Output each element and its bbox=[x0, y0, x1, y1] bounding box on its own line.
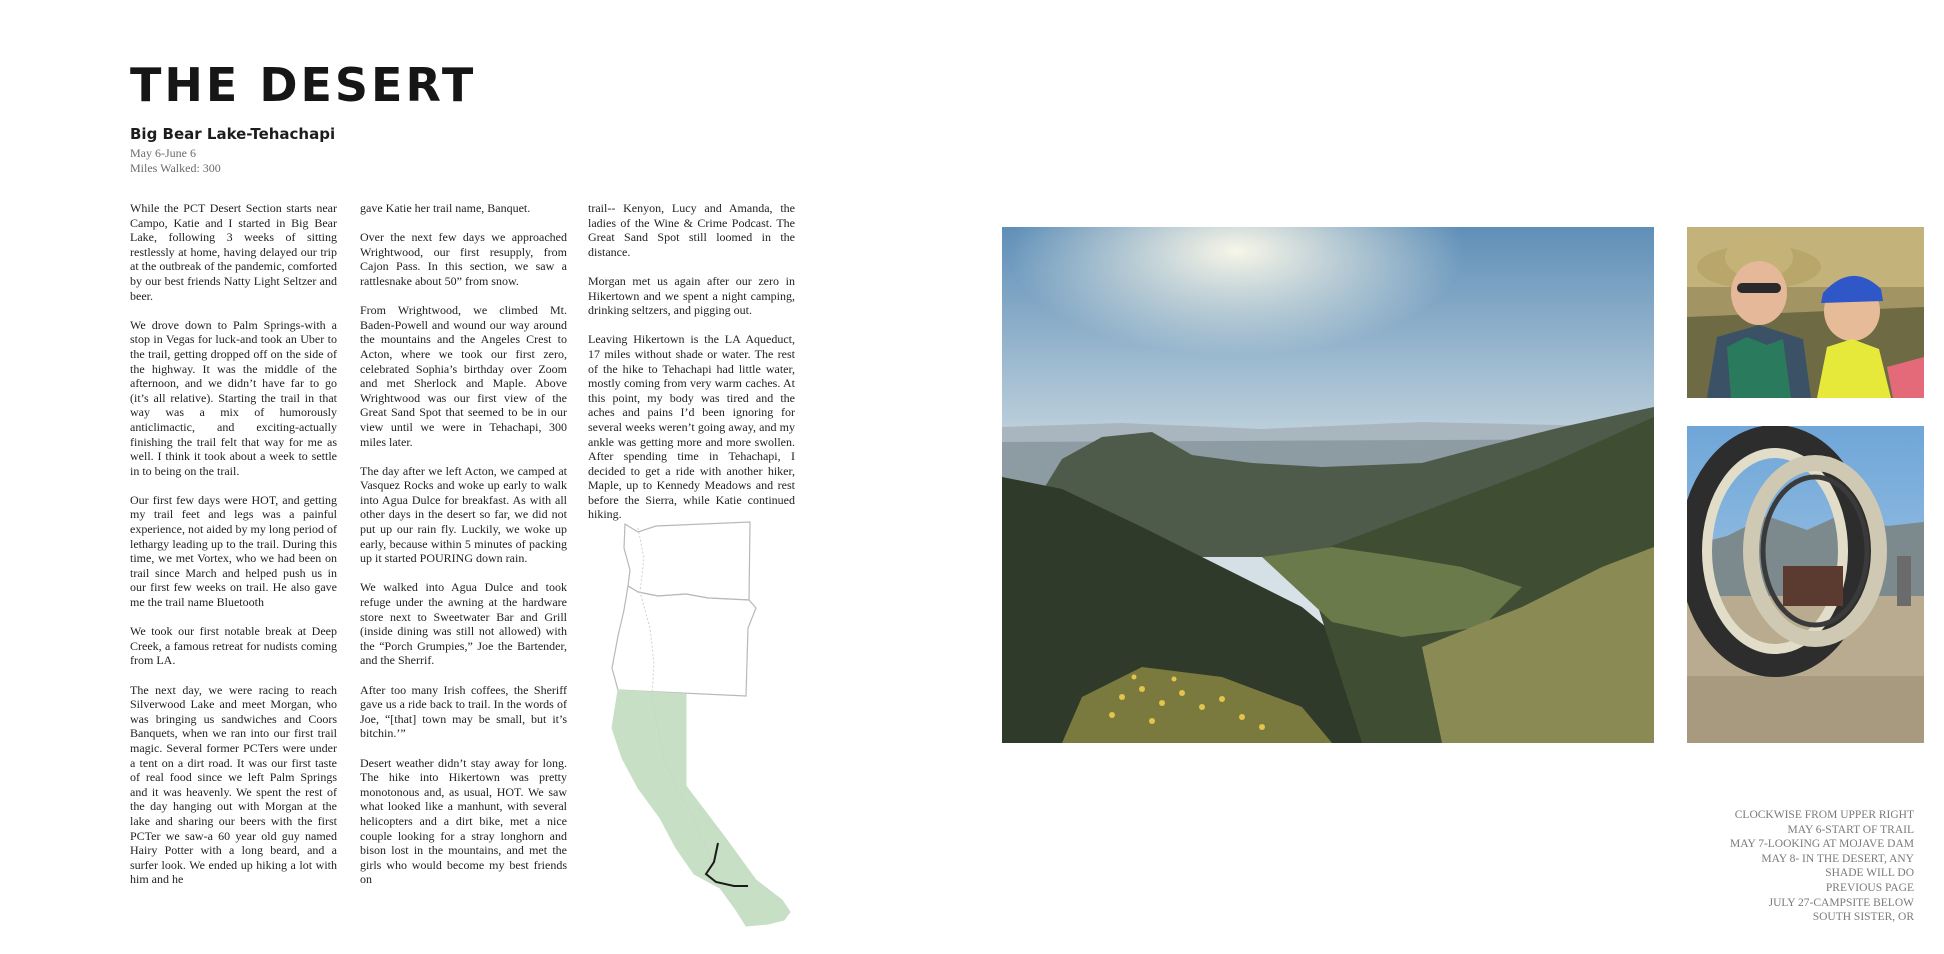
desert-pipes-photo bbox=[1687, 426, 1924, 743]
paragraph: gave Katie her trail name, Banquet. bbox=[360, 201, 531, 215]
date-range: May 6-June 6 bbox=[130, 146, 196, 160]
caption-line: SHADE WILL DO bbox=[1825, 867, 1914, 880]
pct-route-map bbox=[598, 518, 798, 928]
paragraph: The day after we left Acton, we camped at Vasquez Rocks and woke up early to walk into Agua Dulce for breakfast. As with all other days in the desert so far, we did not put up our rain fly. Luckily, we woke up early, because within 5 minutes of packing up it started POURING down rain. bbox=[360, 463, 567, 566]
paragraph: trail-- Kenyon, Lucy and Amanda, the ladies of the Wine & Crime Podcast. The Great Sand Spot still loomed in the distance. bbox=[588, 201, 795, 259]
paragraph: After too many Irish coffees, the Sheriff gave us a ride back to trail. In the words of Joe, “[that] town may be small, but it’s bitchin.’” bbox=[360, 682, 567, 741]
paragraph: From Wrightwood, we climbed Mt. Baden-Powell and wound our way around the mountains and the Angeles Crest to Acton, where we took our first zero, celebrated Sophia’s birthday over Zoom and met Sherlock and Maple. Above Wrightwood was our first view of the Great Sand Spot that seemed to be in our view until we were in Tehachapi, 300 miles later. bbox=[360, 303, 567, 449]
paragraph: Morgan met us again after our zero in Hikertown and we spent a night camping, drinking seltzers, and pigging out. bbox=[588, 273, 795, 318]
paragraph: Leaving Hikertown is the LA Aqueduct, 17 miles without shade or water. The rest of the hike to Tehachapi had little water, mostly coming from very warm caches. At this point, my body was tired and the aches and pains I’d been ignoring for several weeks weren’t going away, and my ankle was getting more and more swollen. After spending time in Tehachapi, I decided to get a ride with another hiker, Maple, up to Kennedy Meadows and rest before the Sierra, while Katie continued hiking. bbox=[588, 332, 795, 522]
washington-outline bbox=[624, 522, 750, 600]
landscape-photo bbox=[1002, 227, 1654, 743]
caption-line: MAY 6-START OF TRAIL bbox=[1787, 823, 1914, 836]
paragraph: Our first few days were HOT, and getting my trail feet and legs was a painful experience, not aided by my long period of lethargy leading up to the trail. During this time, we met Vortex, who we had been on trail since March and helped push us in our first few weeks on trail. He also gave me the trail name Bluetooth bbox=[130, 492, 337, 610]
oregon-outline bbox=[612, 586, 756, 696]
hikers-selfie-photo bbox=[1687, 227, 1924, 398]
caption-line: MAY 7-LOOKING AT MOJAVE DAM bbox=[1729, 838, 1914, 851]
paragraph: We took our first notable break at Deep Creek, a famous retreat for nudists coming from LA. bbox=[130, 624, 337, 668]
caption-line: SOUTH SISTER, OR bbox=[1812, 911, 1914, 924]
text-column-1 bbox=[130, 201, 337, 902]
photo-captions bbox=[1674, 808, 1914, 925]
miles-walked: Miles Walked: 300 bbox=[130, 161, 221, 175]
section-subtitle: Big Bear Lake-Tehachapi bbox=[130, 125, 336, 143]
caption-line: MAY 8- IN THE DESERT, ANY bbox=[1761, 852, 1914, 865]
text-column-2 bbox=[360, 201, 567, 902]
paragraph: Desert weather didn’t stay away for long. The hike into Hikertown was pretty monotonous and, as usual, HOT. We saw what looked like a manhunt, with several helicopters and a dirt bike, met a nice couple looking for a stray longhorn and bison lost in the mountains, and met the girls who would become my best friends on bbox=[360, 755, 567, 887]
paragraph: Over the next few days we approached Wrightwood, our first resupply, from Cajon Pass. In this section, we saw a rattlesnake about 50” from snow. bbox=[360, 230, 567, 288]
caption-line: CLOCKWISE FROM UPPER RIGHT bbox=[1734, 809, 1914, 821]
caption-line: PREVIOUS PAGE bbox=[1825, 881, 1914, 894]
paragraph: We drove down to Palm Springs-with a stop in Vegas for luck-and took an Uber to the trail, getting dropped off on the side of the highway. It was the middle of the afternoon, and we didn’t have far to go (it’s all relative). Starting the trail in that way was a mix of humorously anticlimactic, and exciting-actually finishing the trail felt that way for me as well. I think it took about a week to settle in to being on the trail. bbox=[130, 317, 337, 478]
text-column-3 bbox=[588, 201, 795, 537]
caption-line: JULY 27-CAMPSITE BELOW bbox=[1768, 896, 1914, 909]
paragraph: The next day, we were racing to reach Silverwood Lake and meet Morgan, who was bringing us sandwiches and Coors Banquets, when we ran into our first trail magic. Several former PCTers were under a tent on a dirt road. It was our first taste of real food since we left Palm Springs and it was heavenly. We spent the rest of the day hanging out with Morgan at the lake and sharing our beers with the first PCTer we saw-a 60 year old guy named Hairy Potter with a long beard, and a surfer look. We ended up hiking a lot with him and he bbox=[130, 682, 337, 887]
paragraph: We walked into Agua Dulce and took refuge under the awning at the hardware store next to Sweetwater Bar and Grill (inside dining was still not allowed) with the “Porch Grumpies,” Joe the Bartender, and the Sherrif. bbox=[360, 580, 567, 668]
california-shape bbox=[612, 690, 790, 926]
paragraph: While the PCT Desert Section starts near Campo, Katie and I started in Big Bear Lake, following 3 weeks of sitting restlessly at home, having delayed our trip at the outbreak of the pandemic, comforted by our best friends Natty Light Seltzer and beer. bbox=[130, 201, 337, 303]
page-title: THE DESERT bbox=[130, 58, 477, 112]
